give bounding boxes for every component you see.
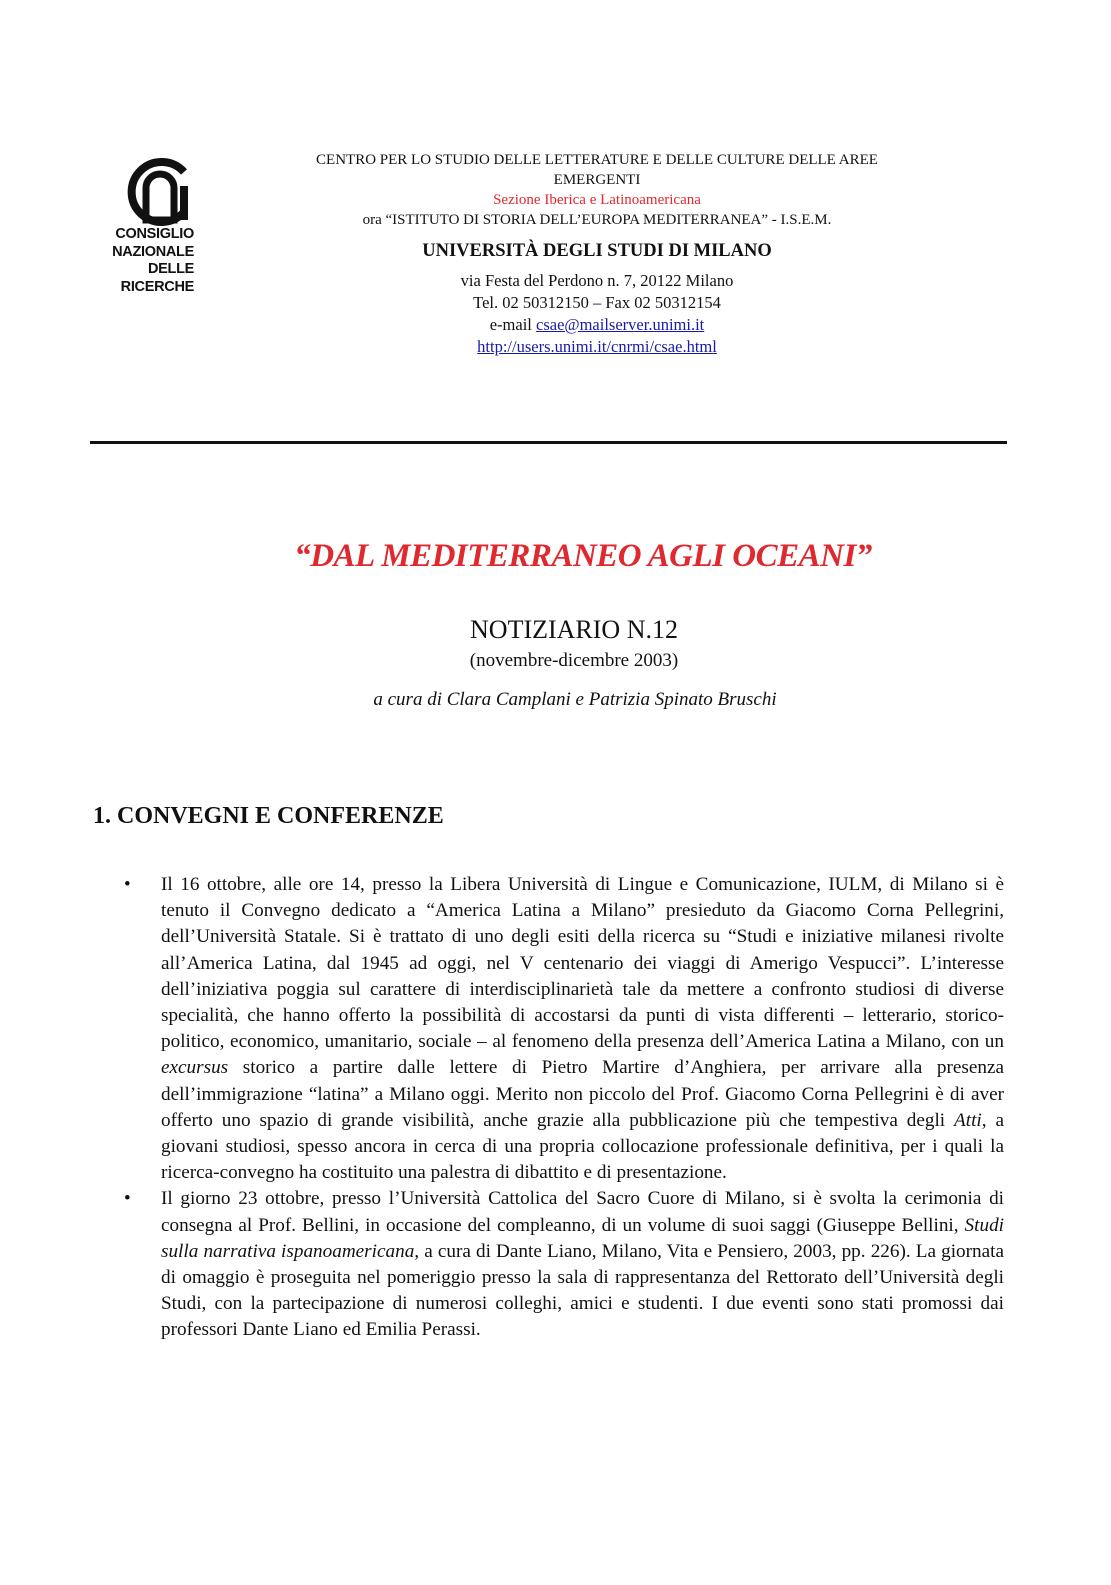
cnr-logo xyxy=(104,158,204,296)
list-item: • Il 16 ottobre, alle ore 14, presso la Libera Università di Lingue e Comunicazione, IULM, di Milano si è tenuto il Convegno dedicato a “America Latina a Milano” presieduto da Giacomo Corna Pellegrini, dell’Università Statale. Si è trattato di uno degli esiti della ricerca su “Studi e iniziative milanesi rivolte all’America Latina, dal 1945 ad oggi, nel V centenario dei viaggi di Amerigo Vespucci”. L’interesse dell’iniziativa poggia sul carattere di interdisciplinarietà tale da mettere a confronto studiosi di diverse specialità, che hanno offerto la possibilità di accostarsi da punti di vista differenti – letterario, storico-politico, economico, umanitario, sociale – al fenomeno della presenza dell’America Latina a Milano, con un excursus storico a partire dalle lettere di Pietro Martire d’Anghiera, per arrivare alla presenza dell’immigrazione “latina” a Milano oggi. Merito non piccolo del Prof. Giacomo Corna Pellegrini è di aver offerto uno spazio di grande visibilità, anche grazie alla pubblicazione più che tempestiva degli Atti, a giovani studiosi, spesso ancora in cerca di una propria collocazione professionale definitiva, per i quali la ricerca-convegno ha costituito una palestra di dibattito e di presentazione. xyxy=(161,872,1004,1186)
letterhead xyxy=(268,150,926,358)
section-heading: 1. CONVEGNI E CONFERENZE xyxy=(93,803,444,829)
institute-name: ora “ISTITUTO DI STORIA DELL’EUROPA MEDITERRANEA” - I.S.E.M. xyxy=(362,212,832,228)
center-name: CENTRO PER LO STUDIO DELLE LETTERATURE E DELLE CULTURE DELLE AREE xyxy=(316,152,878,168)
phone-fax: Tel. 02 50312150 – Fax 02 50312154 xyxy=(473,293,721,312)
issue-number: NOTIZIARIO N.12 xyxy=(470,615,678,644)
cnr-logo-text: CONSIGLIO NAZIONALE DELLE RICERCHE xyxy=(112,226,194,295)
university-name: UNIVERSITÀ DEGLI STUDI DI MILANO xyxy=(422,241,772,261)
events-list xyxy=(161,872,1004,1344)
email-line: e-mail csae@mailserver.unimi.it xyxy=(489,315,705,334)
issue-period: (novembre-dicembre 2003) xyxy=(469,650,679,671)
curators-line: a cura di Clara Camplani e Patrizia Spinato Bruschi xyxy=(373,689,777,710)
website-link[interactable]: http://users.unimi.it/cnrmi/csae.html xyxy=(477,337,717,356)
address: via Festa del Perdono n. 7, 20122 Milano xyxy=(460,271,734,290)
email-link[interactable]: csae@mailserver.unimi.it xyxy=(536,315,705,334)
list-item: • Il giorno 23 ottobre, presso l’Università Cattolica del Sacro Cuore di Milano, si è svolta la cerimonia di consegna al Prof. Bellini, in occasione del compleanno, di un volume di suoi saggi (Giuseppe Bellini, Studi sulla narrativa ispanoamericana, a cura di Dante Liano, Milano, Vita e Pensiero, 2003, pp. 226). La giornata di omaggio è proseguita nel pomeriggio presso la sala di rappresentanza del Rettorato dell’Università degli Studi, con la partecipazione di numerosi colleghi, amici e studenti. I due eventi sono stati promossi dai professori Dante Liano ed Emilia Perassi. xyxy=(161,1186,1004,1343)
cnr-emblem-icon xyxy=(122,158,194,226)
contact-block xyxy=(268,270,926,358)
section-name: Sezione Iberica e Latinoamericana xyxy=(493,192,701,208)
header-divider xyxy=(90,441,1007,444)
newsletter-title: “DAL MEDITERRANEO AGLI OCEANI” xyxy=(294,538,872,574)
center-name-cont: EMERGENTI xyxy=(553,172,641,188)
